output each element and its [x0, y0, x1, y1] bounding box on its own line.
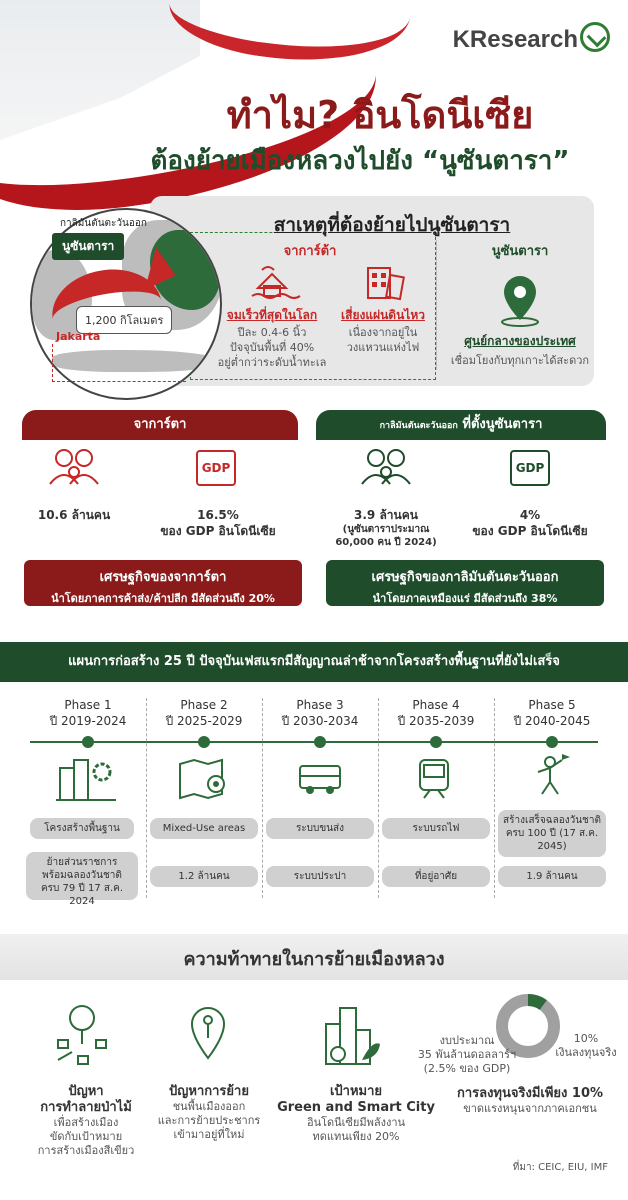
challenge-green-city	[276, 1084, 436, 1144]
timeline-dot	[546, 736, 558, 748]
phase-2	[146, 698, 262, 731]
jakarta-compare-header: จาการ์ตา	[22, 410, 298, 440]
challenge-title-line: เป้าหมาย	[329, 1084, 383, 1099]
phase-1-item-line: พร้อมฉลองวันชาติ	[42, 870, 122, 881]
kalimantan-population-note: 60,000 คน ปี 2024)	[335, 537, 437, 548]
earthquake-building-icon	[330, 262, 436, 302]
phase-years: ปี 2025-2029	[165, 714, 243, 728]
reason-earthquake	[330, 262, 436, 355]
phase-3-item: ระบบขนส่ง	[266, 818, 374, 839]
invest-label	[548, 1032, 624, 1060]
jakarta-economy-title: เศรษฐกิจของจาการ์ตา	[99, 570, 227, 585]
reason-sinking	[214, 262, 330, 370]
bus-icon	[296, 762, 344, 798]
timeline-dot	[198, 736, 210, 748]
reason-center-title: ศูนย์กลางของประเทศ	[464, 334, 576, 348]
jakarta-gdp-text: ของ GDP อินโดนีเซีย	[160, 524, 276, 538]
challenge-desc-line: และการย้ายประชากร	[157, 1114, 261, 1127]
flood-icon	[214, 262, 330, 302]
phase-3-item-2: ระบบประปา	[266, 866, 374, 887]
challenge-desc-line: ขาดแรงหนุนจากภาคเอกชน	[463, 1102, 597, 1115]
page-title: ทำไม? อินโดนีเซีย	[226, 93, 534, 137]
budget-line: (2.5% ของ GDP)	[423, 1062, 511, 1075]
phase-1-item-2	[26, 852, 138, 907]
phase-5-item	[498, 810, 606, 857]
reason-center	[440, 272, 600, 369]
phase-2-item: Mixed-Use areas	[150, 818, 258, 839]
phase-4-item: ระบบรถไฟ	[382, 818, 490, 839]
reason-sinking-line: ปีละ 0.4-6 นิ้ว	[237, 326, 307, 339]
phase-1-item-line: ย้ายส่วนราชการ	[46, 857, 118, 868]
phase-1-item-line: ครบ 79 ปี 17 ส.ค. 2024	[40, 883, 124, 907]
reason-sinking-line: ปัจจุบันพื้นที่ 40%	[229, 341, 315, 354]
phase-5-item-line: ครบ 100 ปี (17 ส.ค. 2045)	[505, 828, 599, 852]
challenge-desc-line: เพื่อสร้างเมือง	[53, 1116, 119, 1129]
population-icon	[44, 446, 104, 490]
gdp-icon: GDP	[196, 450, 236, 486]
phase-years: ปี 2035-2039	[397, 714, 475, 728]
budget-label	[412, 1034, 522, 1076]
population-icon	[356, 446, 416, 490]
phase-1	[30, 698, 146, 731]
map-distance-label: 1,200 กิโลเมตร	[76, 306, 172, 334]
budget-line: 35 พันล้านดอลลาร์ฯ	[417, 1048, 517, 1061]
phase-name: Phase 1	[64, 698, 112, 712]
kalimantan-gdp-pct: 4%	[519, 508, 541, 522]
map-pin-icon	[176, 756, 232, 802]
challenge-title-line: Green and Smart City	[277, 1100, 435, 1115]
page-subtitle: ต้องย้ายเมืองหลวงไปยัง “นูซันตารา”	[150, 146, 570, 176]
reason-center-line: เชื่อมโยงกับทุกเกาะได้สะดวก	[450, 354, 590, 367]
jakarta-gdp-pct: 16.5%	[197, 508, 239, 522]
phase-5	[494, 698, 610, 731]
reason-earthquake-line: เนื่องจากอยู่ใน	[348, 326, 418, 339]
jakarta-callout-line	[52, 344, 186, 382]
reason-nusantara-heading: นูซันตารา	[491, 244, 549, 259]
timeline-dot	[82, 736, 94, 748]
challenge-title-line: การลงทุนจริงมีเพียง 10%	[456, 1086, 604, 1101]
phase-5-item-2: 1.9 ล้านคน	[498, 866, 606, 887]
phase-5-item-line: สร้างเสร็จฉลองวันชาติ	[503, 815, 601, 826]
phase-name: Phase 2	[180, 698, 228, 712]
challenge-desc-line: ชนพื้นเมืองออก	[172, 1100, 246, 1113]
challenge-relocation	[144, 1084, 274, 1142]
phase-years: ปี 2030-2034	[281, 714, 359, 728]
phase-name: Phase 5	[528, 698, 576, 712]
header	[0, 0, 628, 200]
deforestation-icon	[52, 1000, 112, 1070]
green-city-icon	[322, 1004, 382, 1070]
phase-name: Phase 3	[296, 698, 344, 712]
phase-years: ปี 2040-2045	[513, 714, 591, 728]
location-pin-icon	[440, 272, 600, 328]
phase-4	[378, 698, 494, 731]
celebration-flag-icon	[528, 752, 572, 798]
city-building-gear-icon	[54, 756, 118, 802]
challenge-title-line: การทำลายป่าไม้	[40, 1100, 132, 1115]
challenge-desc-line: อินโดนีเซียมีพลังงาน	[306, 1116, 406, 1129]
challenge-title-line: ปัญหา	[68, 1084, 104, 1099]
challenge-title: ความท้าทายในการย้ายเมืองหลวง	[183, 949, 445, 970]
kalimantan-population: 3.9 ล้านคน	[354, 508, 418, 522]
map-jakarta-label: Jakarta	[56, 330, 101, 343]
plan-title-bar: แผนการก่อสร้าง 25 ปี ปัจจุบันเฟสแรกมีสัญญาณล่าช้าจากโครงสร้างพื้นฐานที่ยังไม่เสร็จ	[0, 642, 628, 682]
jakarta-population: 10.6 ล้านคน	[37, 508, 111, 522]
person-pin-icon	[188, 1004, 228, 1074]
timeline-dot	[430, 736, 442, 748]
reason-earthquake-line: วงแหวนแห่งไฟ	[346, 341, 420, 354]
kalimantan-header-big: ที่ตั้งนูซันตารา	[462, 417, 543, 432]
phase-name: Phase 4	[412, 698, 460, 712]
reason-sinking-line: อยู่ต่ำกว่าระดับน้ำทะเล	[217, 356, 327, 369]
timeline-dot	[314, 736, 326, 748]
reason-title: สาเหตุที่ต้องย้ายไปนูซันตารา	[273, 214, 511, 236]
jakarta-economy-desc: นำโดยภาคการค้าส่ง/ค้าปลีก มีสัดส่วนถึง 20%	[51, 592, 275, 605]
kalimantan-population-note: (นูซันตาราประมาณ	[342, 524, 430, 535]
panel-divider	[436, 240, 437, 370]
phase-2-item-2: 1.2 ล้านคน	[150, 866, 258, 887]
reason-earthquake-title: เสี่ยงแผ่นดินไหว	[341, 308, 425, 322]
phase-4-item-2: ที่อยู่อาศัย	[382, 866, 490, 887]
reason-jakarta-heading: จาการ์ต้า	[283, 244, 337, 259]
challenge-desc-line: การสร้างเมืองสีเขียว	[37, 1144, 135, 1157]
gdp-icon: GDP	[510, 450, 550, 486]
kresearch-logo: KResearch	[452, 26, 578, 53]
jakarta-economy-box	[24, 560, 302, 606]
challenge-desc-line: เข้ามาอยู่ที่ใหม่	[173, 1128, 245, 1141]
kbank-logo-icon	[580, 22, 610, 52]
challenge-desc-line: ขัดกับเป้าหมาย	[49, 1130, 123, 1143]
invest-line: เงินลงทุนจริง	[555, 1046, 617, 1059]
challenge-deforestation	[16, 1084, 156, 1158]
budget-line: งบประมาณ	[439, 1034, 495, 1047]
kalimantan-compare-header	[316, 410, 606, 440]
source-note: ที่มา: CEIC, EIU, IMF	[512, 1162, 608, 1173]
kalimantan-header-small: กาลิมันตันตะวันออก	[379, 421, 458, 431]
kalimantan-gdp-text: ของ GDP อินโดนีเซีย	[472, 524, 588, 538]
kalimantan-economy-box	[326, 560, 604, 606]
kalimantan-economy-desc: นำโดยภาคเหมืองแร่ มีสัดส่วนถึง 38%	[372, 592, 558, 605]
phase-years: ปี 2019-2024	[49, 714, 127, 728]
reason-sinking-title: จมเร็วที่สุดในโลก	[226, 308, 318, 322]
challenge-desc-line: ทดแทนเพียง 20%	[312, 1130, 400, 1143]
phase-3	[262, 698, 378, 731]
challenge-investment	[440, 1086, 620, 1116]
train-icon	[414, 756, 454, 800]
challenge-title-line: ปัญหาการย้าย	[169, 1084, 249, 1099]
invest-line: 10%	[573, 1032, 599, 1045]
kalimantan-economy-title: เศรษฐกิจของกาลิมันตันตะวันออก	[371, 570, 559, 585]
phase-1-item: โครงสร้างพื้นฐาน	[30, 818, 134, 839]
map-nusantara-label: นูซันตารา	[52, 233, 124, 260]
map-region-label: กาลิมันตันตะวันออก	[60, 218, 147, 229]
